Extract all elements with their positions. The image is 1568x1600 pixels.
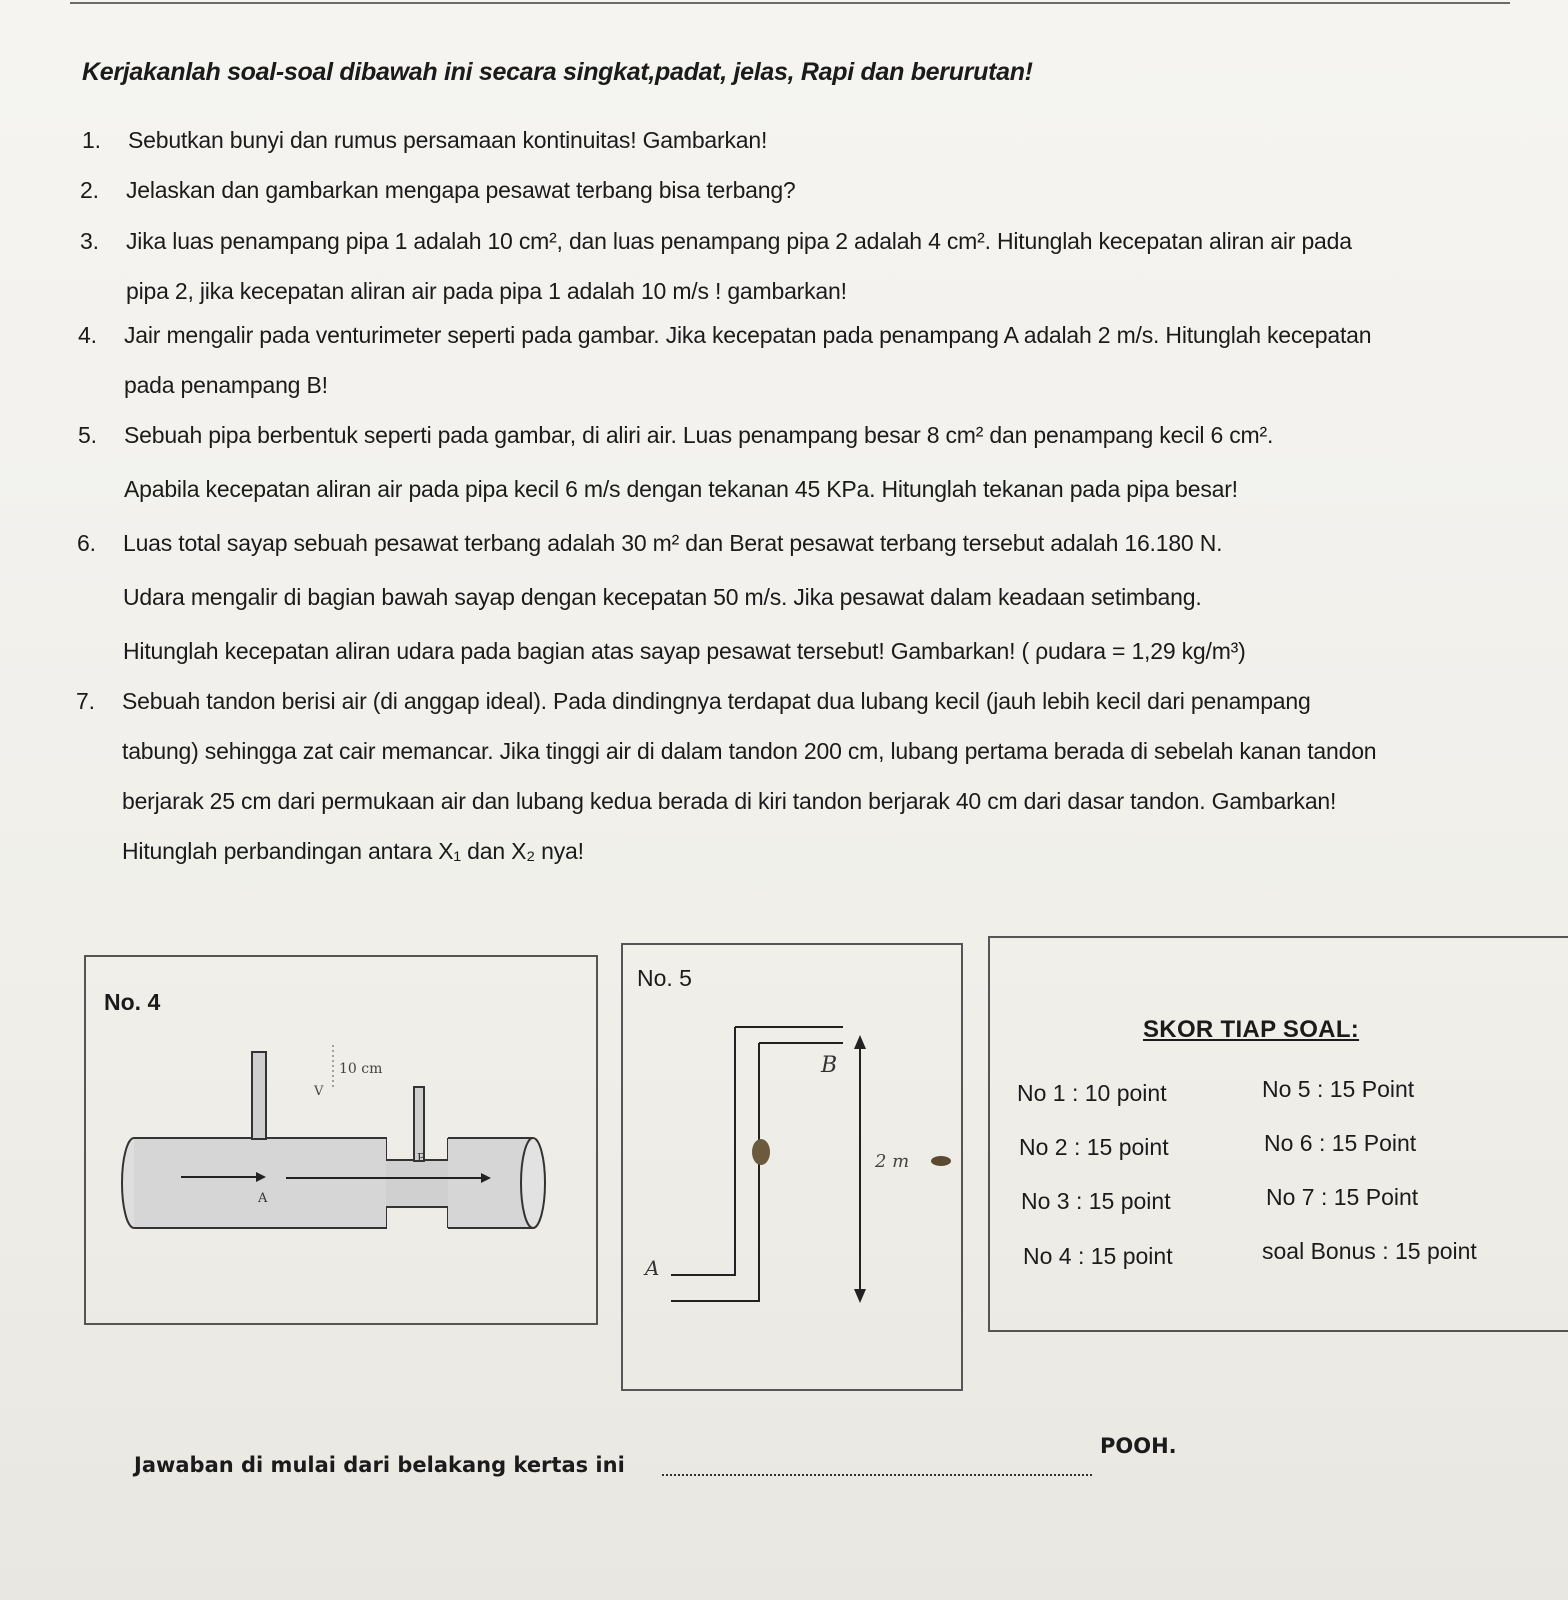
score-no6: No 6 : 15 Point bbox=[1264, 1130, 1417, 1156]
height-arrowhead-top bbox=[854, 1035, 866, 1049]
footer-dotted-line bbox=[662, 1474, 1092, 1476]
tube-b bbox=[414, 1087, 424, 1161]
footer-end: POOH. bbox=[1100, 1434, 1177, 1458]
top-rule bbox=[70, 2, 1510, 4]
footer-text: Jawaban di mulai dari belakang kertas ini bbox=[134, 1453, 625, 1477]
score-no2: No 2 : 15 point bbox=[1019, 1134, 1169, 1160]
stain-2 bbox=[931, 1156, 951, 1166]
score-no4: No 4 : 15 point bbox=[1023, 1243, 1173, 1269]
label-height: 2 m bbox=[875, 1151, 910, 1172]
score-no7: No 7 : 15 Point bbox=[1266, 1184, 1419, 1210]
figure-5-box bbox=[621, 943, 963, 1391]
height-label: 10 cm bbox=[339, 1061, 383, 1077]
figure-4-box bbox=[84, 955, 598, 1325]
pipe-right-end bbox=[521, 1138, 545, 1228]
height-arrowhead-bottom bbox=[854, 1289, 866, 1303]
figure-4-title: No. 4 bbox=[104, 989, 161, 1015]
score-title: SKOR TIAP SOAL: bbox=[1143, 1016, 1360, 1043]
score-no3: No 3 : 15 point bbox=[1021, 1188, 1171, 1214]
pipe-throat bbox=[386, 1161, 448, 1206]
exam-paper: Kerjakanlah soal-soal dibawah ini secara singkat,padat, jelas, Rapi dan berurutan! 1. Sebutkan bunyi dan rumus persamaan kontinuitas! Gambarkan! 2. Jelaskan dan gambarkan mengapa pesawat terbang bisa terbang? 3. Jika luas penampang pipa 1 adalah 10 cm², dan luas penampang pipa 2 adalah 4 cm². Hitunglah kecepatan aliran air pada pipa 2, jika kecepatan aliran air pada pipa 1 adalah 10 m/s ! gambarkan! 4. Jair mengalir pada venturimeter seperti pada gambar. Jika kecepatan pada penampang A adalah 2 m/s. Hitunglah kecepatan pada penampang B! 5. Sebuah pipa berbentuk seperti pada gambar, di aliri air. Luas penampang besar 8 cm² dan penampang kecil 6 cm². Apabila kecepatan aliran air pada pipa kecil 6 m/s dengan tekanan 45 KPa. Hitunglah tekanan pada pipa besar! 6. Luas total sayap sebuah pesawat terbang adalah 30 m² dan Berat pesawat terbang tersebut adalah 16.180 N. Udara mengalir di bagian bawah sayap dengan kecepatan 50 m/s. Jika pesawat dalam keadaan setimbang. Hitunglah kecepatan aliran udara pada bagian atas sayap pesawat tersebut! Gambarkan! ( ρudara = 1,29 kg/m³) 7. Sebuah tandon berisi air (di anggap ideal). Pada dindingnya terdapat dua lubang kecil (jauh lebih kecil dari penampang tabung) sehingga zat cair memancar. Jika tinggi air di dalam tandon 200 cm, lubang pertama berada di sebelah kanan tandon berjarak 25 cm dari permukaan air dan lubang kedua berada di kiri tandon berjarak 40 cm dari dasar tandon. Gambarkan! Hitunglah perbandingan antara X₁ dan X₂ nya! No. 4 10 cm V A B No. 5 B A 2 m SKOR TIAP SOAL: No 1 : 10 point No 5 : 15 Point No 2 : 15 point No 6 : 15 Point No 3 : 15 point No 7 : 15 Point No 4 : 15 point soal Bonus : 15 point Jawaban di mulai dari belakang kertas ini POOH. bbox=[0, 0, 1568, 1600]
stain-1 bbox=[752, 1139, 770, 1165]
pipe-inner-wall bbox=[671, 1043, 843, 1301]
pipe-outer-left-wall bbox=[671, 1027, 735, 1275]
score-no5: No 5 : 15 Point bbox=[1262, 1076, 1415, 1102]
label-a: A bbox=[645, 1256, 660, 1280]
b-label: B bbox=[417, 1151, 426, 1165]
label-b: B bbox=[821, 1053, 838, 1078]
a-label: A bbox=[258, 1191, 268, 1206]
score-bonus: soal Bonus : 15 point bbox=[1262, 1238, 1477, 1264]
pipe-body-left bbox=[134, 1139, 386, 1227]
instructions-heading: Kerjakanlah soal-soal dibawah ini secara singkat,padat, jelas, Rapi dan berurutan! bbox=[82, 58, 1033, 86]
figure-5-title: No. 5 bbox=[637, 965, 692, 991]
venturimeter-diagram bbox=[86, 957, 596, 1323]
tube-a bbox=[252, 1052, 266, 1139]
v-label: V bbox=[314, 1084, 324, 1099]
pipe-diagram bbox=[623, 945, 961, 1389]
score-no1: No 1 : 10 point bbox=[1017, 1080, 1167, 1106]
